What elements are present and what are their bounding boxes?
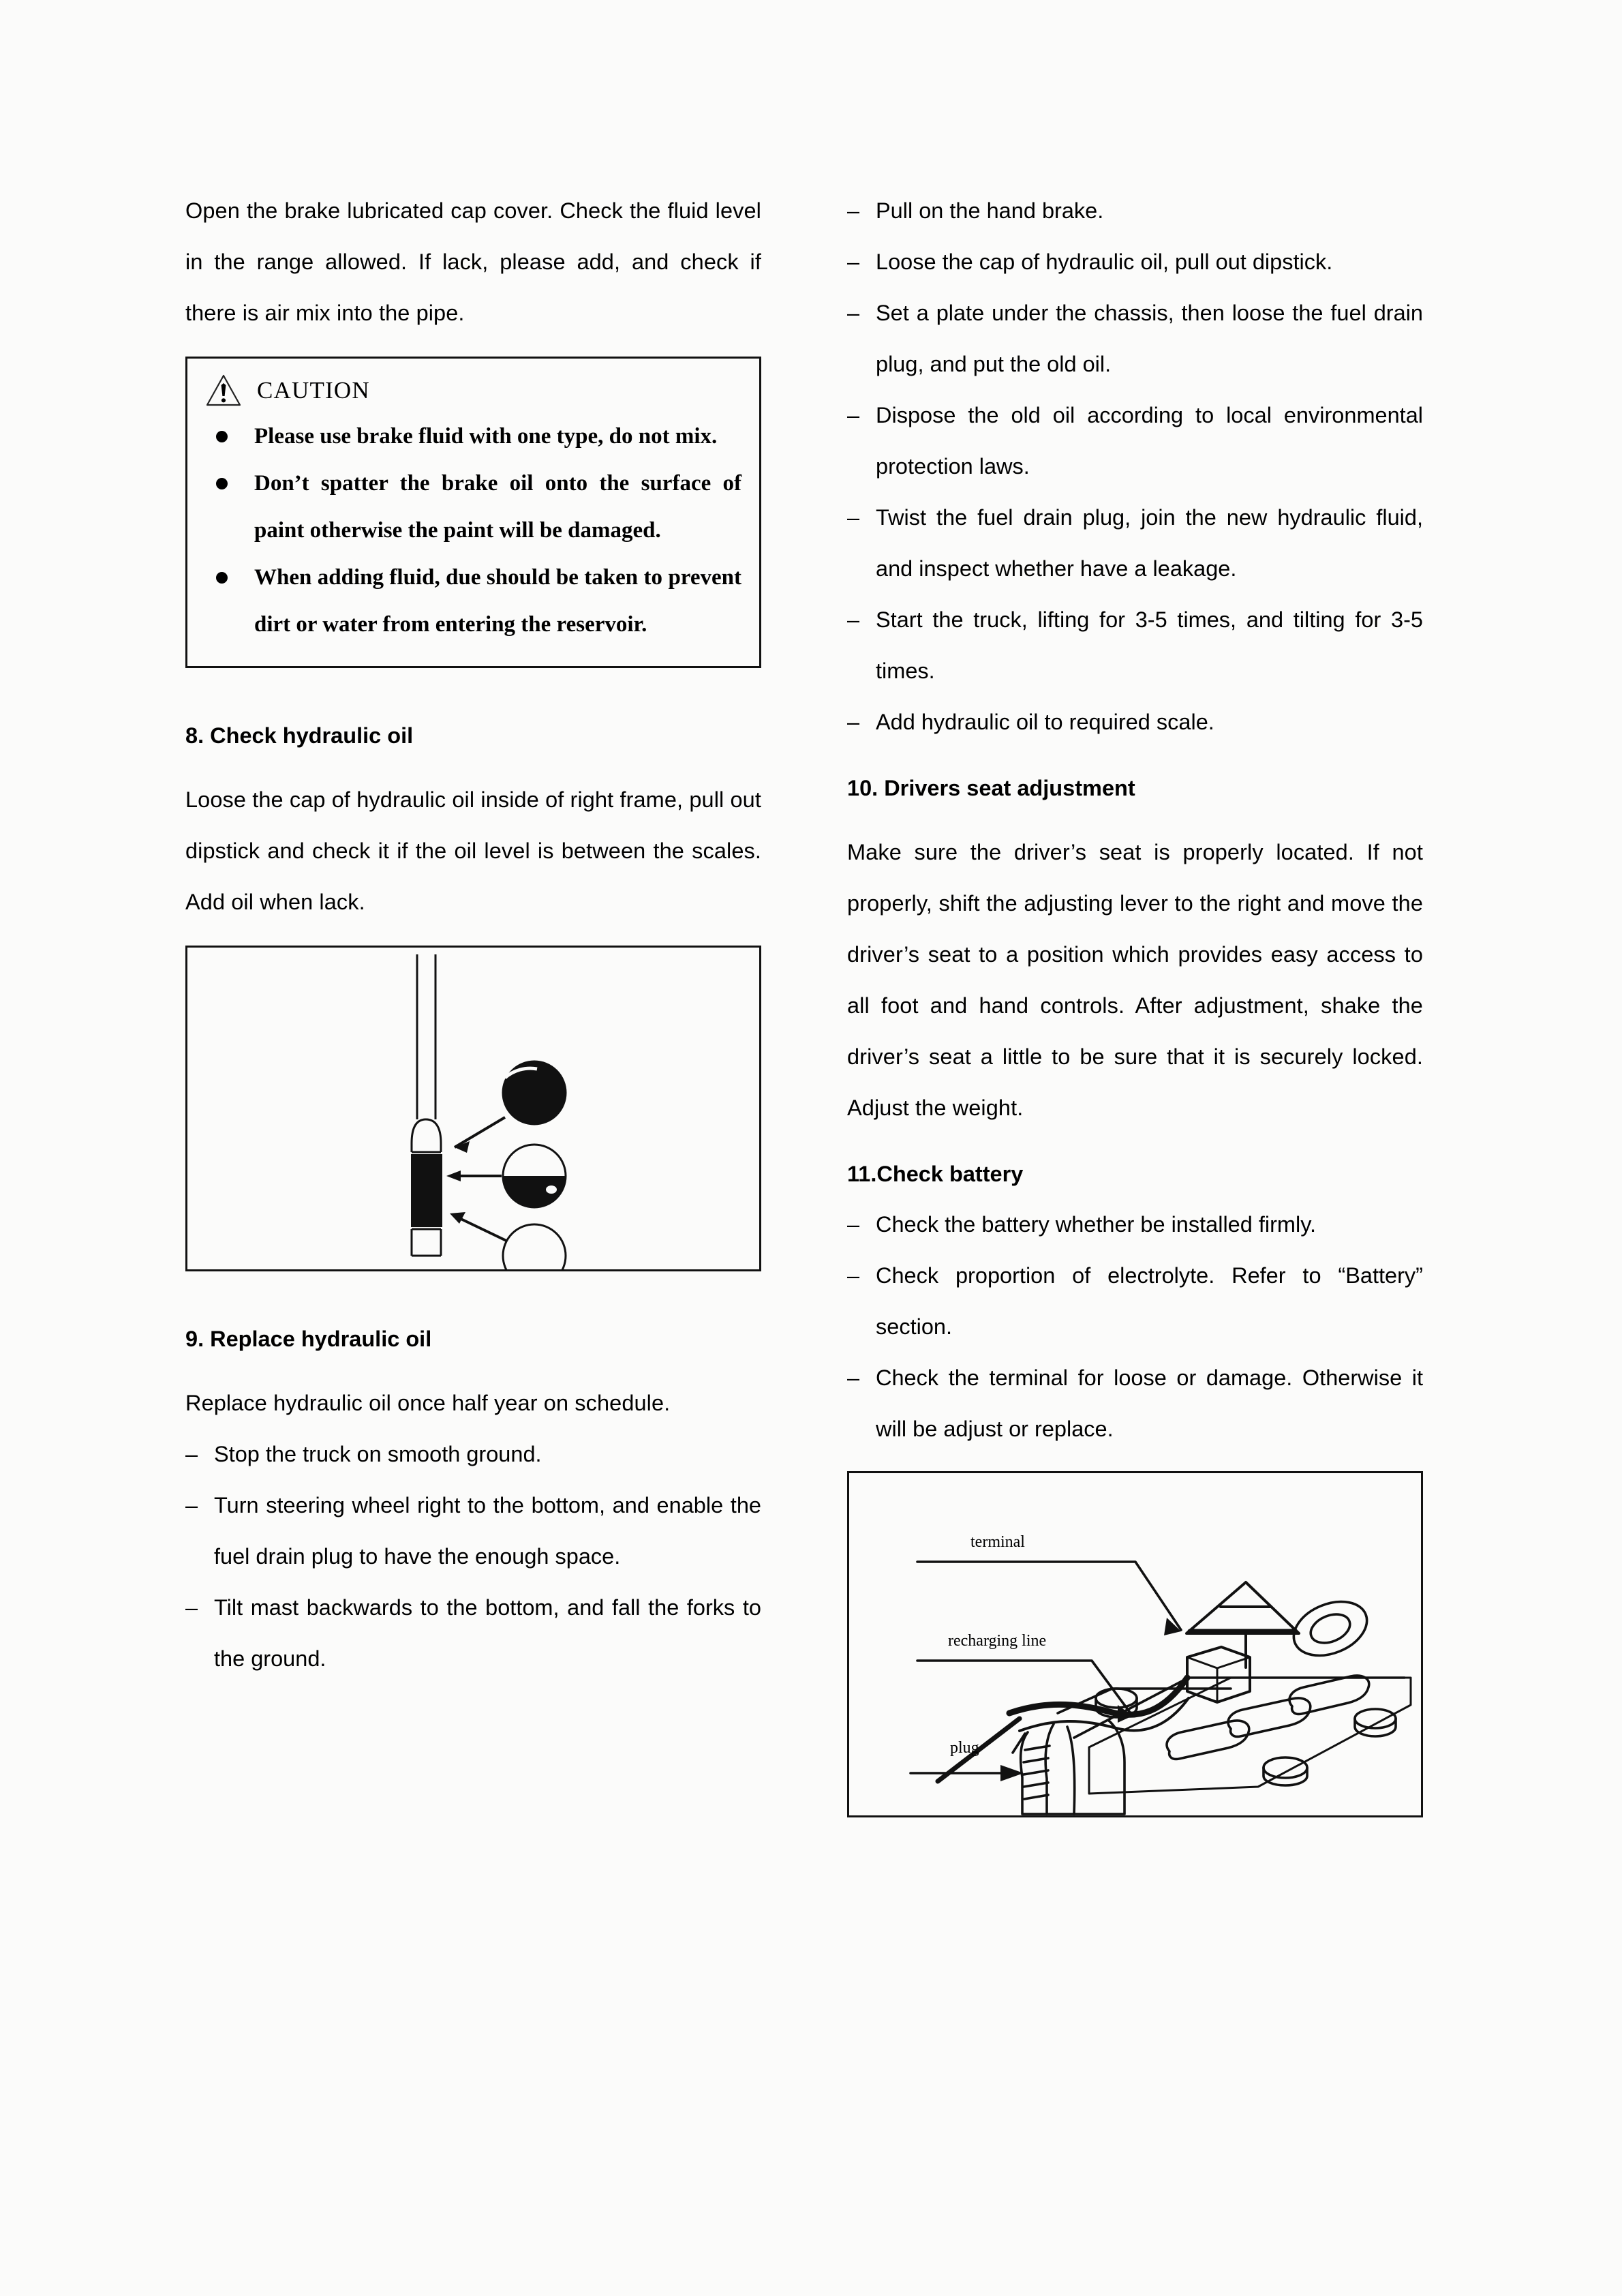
- list-item: [847, 237, 1423, 288]
- list-item-text: Tilt mast backwards to the bottom, and fall the forks to the ground.: [214, 1595, 761, 1671]
- list-item: [847, 1353, 1423, 1455]
- section-10-heading: 10. Drivers seat adjustment: [847, 776, 1135, 800]
- intro-paragraph: Open the brake lubricated cap cover. Check the fluid level in the range allowed. If lack, please add, and check if there is air mix into the pipe.: [185, 198, 761, 325]
- list-item-text: Loose the cap of hydraulic oil, pull out dipstick.: [876, 250, 1333, 274]
- warning-triangle-icon: [205, 374, 242, 408]
- list-item: [847, 288, 1423, 390]
- left-column: [185, 185, 761, 1685]
- list-item-text: Check the terminal for loose or damage. Otherwise it will be adjust or replace.: [876, 1365, 1423, 1441]
- caution-title: CAUTION: [257, 377, 370, 404]
- dash-bullet-icon: –: [847, 607, 860, 632]
- caution-item: [205, 413, 741, 460]
- list-item-text: Pull on the hand brake.: [876, 198, 1104, 223]
- label-terminal: terminal: [970, 1533, 1025, 1551]
- replace-oil-continued-list: [847, 185, 1423, 748]
- dash-bullet-icon: –: [847, 198, 860, 223]
- dash-bullet-icon: –: [847, 250, 860, 274]
- list-item: [185, 1480, 761, 1582]
- battery-terminal-figure: [847, 1471, 1423, 1817]
- spacer: [185, 668, 761, 710]
- spacer: [185, 928, 761, 946]
- caution-item-text: Please use brake fluid with one type, do not mix.: [254, 424, 718, 449]
- spacer: [185, 1364, 761, 1378]
- list-item: [185, 1582, 761, 1685]
- dash-bullet-icon: –: [185, 1595, 198, 1620]
- spacer: [185, 761, 761, 774]
- list-item-text: Add hydraulic oil to required scale.: [876, 710, 1214, 734]
- dash-bullet-icon: –: [185, 1493, 198, 1517]
- label-plug: plug: [950, 1739, 979, 1757]
- caution-item: [205, 554, 741, 648]
- dash-bullet-icon: –: [847, 710, 860, 734]
- section-9-step-list: [185, 1429, 761, 1685]
- bullet-dot-icon: [216, 478, 228, 489]
- section-8-paragraph: Loose the cap of hydraulic oil inside of right frame, pull out dipstick and check it if the oil level is between the scales. Add oil when lack.: [185, 787, 761, 914]
- section-9-heading: 9. Replace hydraulic oil: [185, 1327, 432, 1351]
- list-item-text: Stop the truck on smooth ground.: [214, 1442, 542, 1466]
- dash-bullet-icon: –: [185, 1442, 198, 1466]
- list-item: [847, 594, 1423, 697]
- list-item: [185, 1429, 761, 1480]
- dash-bullet-icon: –: [847, 1212, 860, 1237]
- bullet-dot-icon: [216, 572, 228, 584]
- list-item-text: Check proportion of electrolyte. Refer to “Battery” section.: [876, 1263, 1423, 1339]
- battery-drawing: [849, 1473, 1421, 1815]
- dash-bullet-icon: –: [847, 1263, 860, 1288]
- list-item-text: Check the battery whether be installed firmly.: [876, 1212, 1317, 1237]
- dash-bullet-icon: –: [847, 1365, 860, 1390]
- spacer: [847, 748, 1423, 763]
- section-11-heading: 11.Check battery: [847, 1162, 1024, 1186]
- list-item-text: Twist the fuel drain plug, join the new hydraulic fluid, and inspect whether have a leakage.: [876, 505, 1423, 581]
- list-item: [847, 1250, 1423, 1353]
- list-item: [847, 1199, 1423, 1250]
- list-item: [847, 390, 1423, 492]
- caution-box: [185, 357, 761, 668]
- list-item-text: Dispose the old oil according to local environmental protection laws.: [876, 403, 1423, 479]
- list-item-text: Turn steering wheel right to the bottom, and enable the fuel drain plug to have the enough space.: [214, 1493, 761, 1569]
- caution-item-text: Don’t spatter the brake oil onto the surface of paint otherwise the paint will be damaged.: [254, 471, 741, 543]
- right-column: [847, 185, 1423, 1817]
- hydraulic-oil-dipstick-figure: [185, 946, 761, 1271]
- spacer: [185, 1271, 761, 1314]
- label-recharging-line: recharging line: [948, 1632, 1047, 1650]
- list-item: [847, 185, 1423, 237]
- section-10-paragraph: Make sure the driver’s seat is properly located. If not properly, shift the adjusting lever to the right and move the driver’s seat to a position which provides easy access to all foot and hand controls. After adjustment, shake the driver’s seat a little to be sure that it is securely locked. Adjust the weight.: [847, 840, 1423, 1120]
- bullet-dot-icon: [216, 431, 228, 442]
- dash-bullet-icon: –: [847, 505, 860, 530]
- list-item: [847, 492, 1423, 594]
- dash-bullet-icon: –: [847, 403, 860, 427]
- section-11-step-list: [847, 1199, 1423, 1455]
- spacer: [847, 813, 1423, 827]
- spacer: [847, 1455, 1423, 1471]
- caution-header: [205, 374, 741, 408]
- caution-item: [205, 460, 741, 554]
- section-9-paragraph: Replace hydraulic oil once half year on schedule.: [185, 1391, 671, 1415]
- dipstick-drawing: [187, 948, 759, 1269]
- section-8-heading: 8. Check hydraulic oil: [185, 723, 414, 748]
- dash-bullet-icon: –: [847, 301, 860, 325]
- caution-item-list: [205, 413, 741, 648]
- spacer: [847, 1134, 1423, 1149]
- list-item-text: Start the truck, lifting for 3-5 times, and tilting for 3-5 times.: [876, 607, 1423, 683]
- spacer: [185, 339, 761, 357]
- caution-item-text: When adding fluid, due should be taken to prevent dirt or water from entering the reservoir.: [254, 565, 741, 637]
- list-item: [847, 697, 1423, 748]
- list-item-text: Set a plate under the chassis, then loose the fuel drain plug, and put the old oil.: [876, 301, 1423, 376]
